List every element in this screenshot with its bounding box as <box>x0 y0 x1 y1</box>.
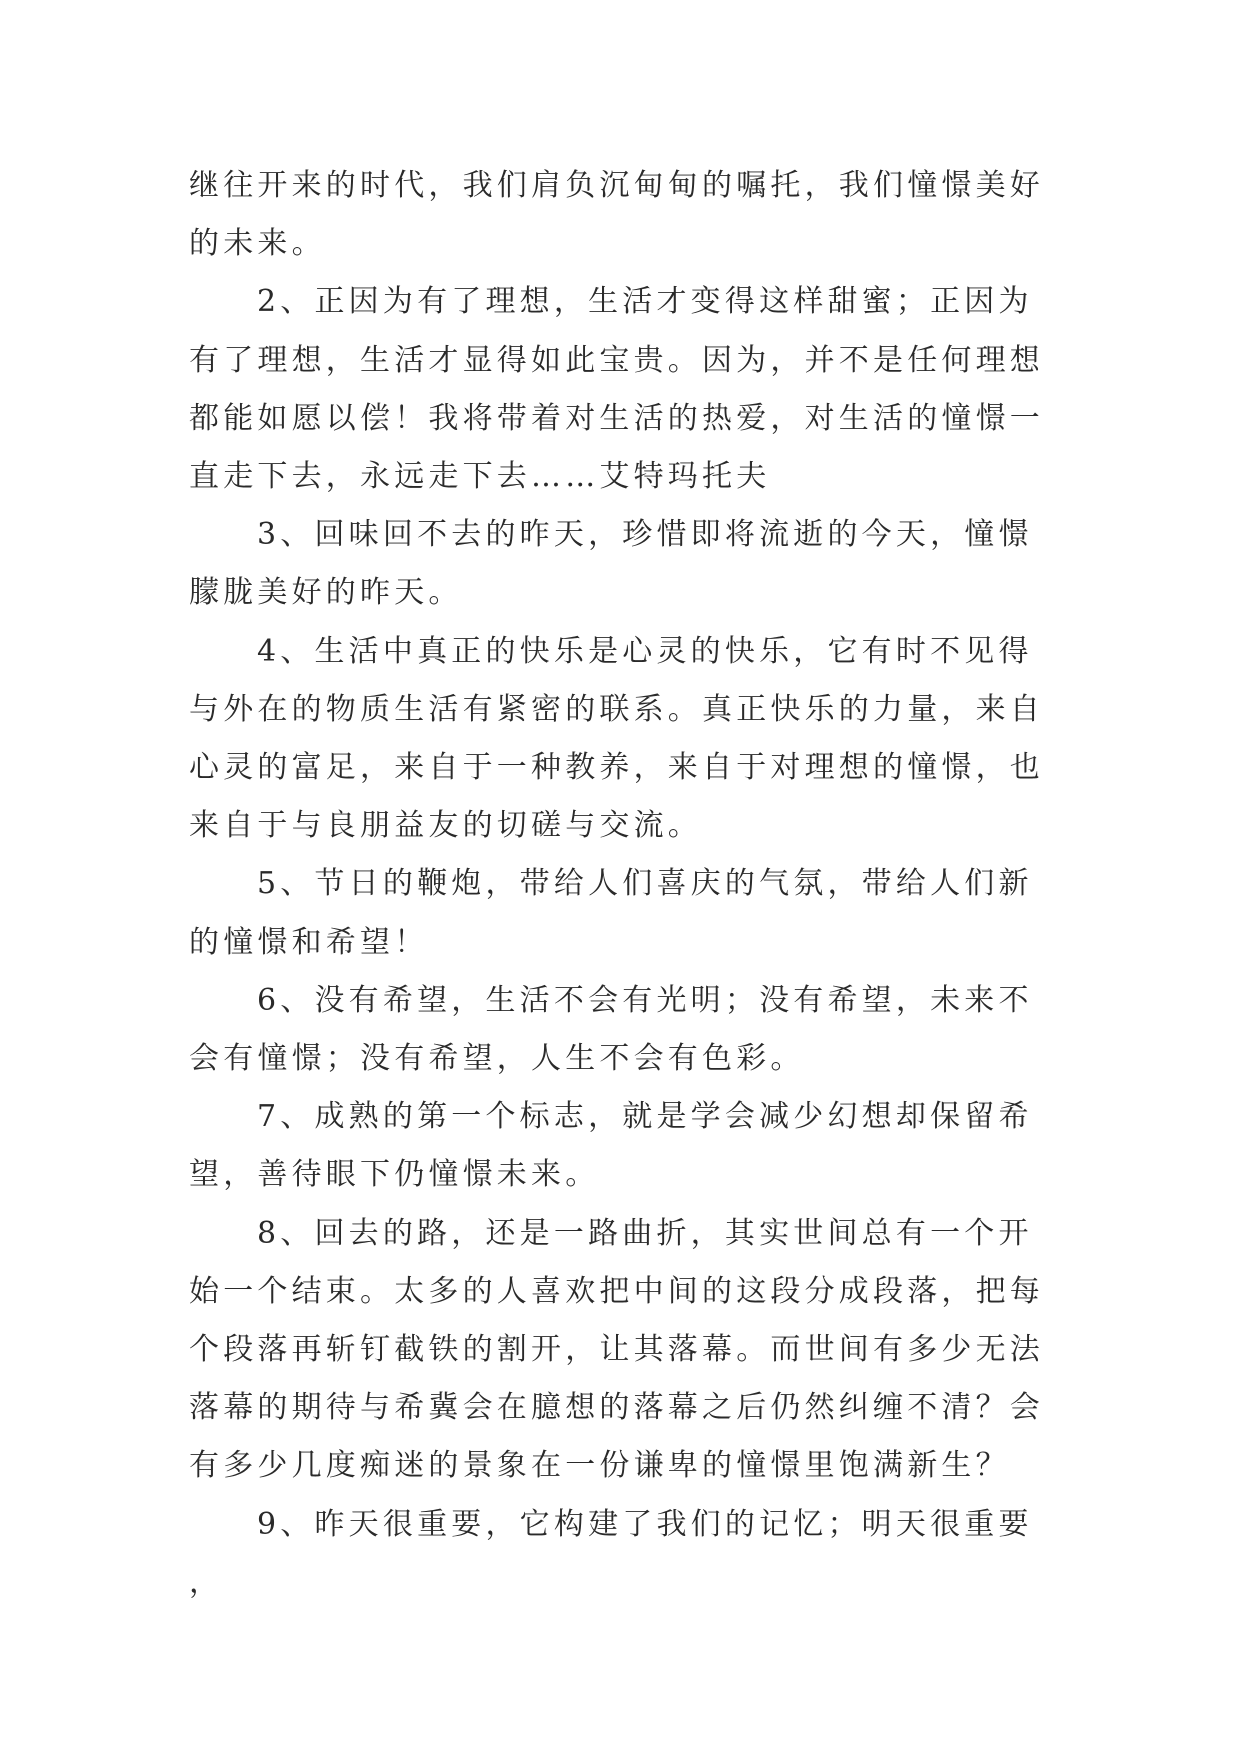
paragraph-item-8: 8、回去的路，还是一路曲折，其实世间总有一个开始一个结束。太多的人喜欢把中间的这段分成段落，把每个段落再斩钉截铁的割开，让其落幕。而世间有多少无法落幕的期待与希冀会在臆想的落幕之后仍然纠缠不清？会有多少几度痴迷的景象在一份谦卑的憧憬里饱满新生？ <box>189 1215 1044 1484</box>
document-body <box>189 157 1059 1612</box>
paragraph-item-7: 7、成熟的第一个标志，就是学会减少幻想却保留希望，善待眼下仍憧憬未来。 <box>189 1099 1033 1193</box>
paragraph-item-6: 6、没有希望，生活不会有光明；没有希望，未来不会有憧憬；没有希望，人生不会有色彩。 <box>189 982 1033 1077</box>
paragraph-item-3: 3、回味回不去的昨天，珍惜即将流逝的今天，憧憬朦胧美好的昨天。 <box>189 517 1033 611</box>
paragraph-item-2: 2、正因为有了理想，生活才变得这样甜蜜；正因为有了理想，生活才显得如此宝贵。因为，并不是任何理想都能如愿以偿！我将带着对生活的热爱，对生活的憧憬一直走下去，永远走下去……艾特玛托夫 <box>189 284 1044 495</box>
paragraph-continuation: 继往开来的时代，我们肩负沉甸甸的嘱托，我们憧憬美好的未来。 <box>189 168 1044 262</box>
paragraph-item-9: 9、昨天很重要，它构建了我们的记忆；明天很重要， <box>189 1506 1033 1600</box>
paragraph-item-5: 5、节日的鞭炮，带给人们喜庆的气氛，带给人们新的憧憬和希望！ <box>189 866 1033 960</box>
paragraph-item-4: 4、生活中真正的快乐是心灵的快乐，它有时不见得与外在的物质生活有紧密的联系。真正快乐的力量，来自心灵的富足，来自于一种教养，来自于对理想的憧憬，也来自于与良朋益友的切磋与交流。 <box>189 633 1044 844</box>
